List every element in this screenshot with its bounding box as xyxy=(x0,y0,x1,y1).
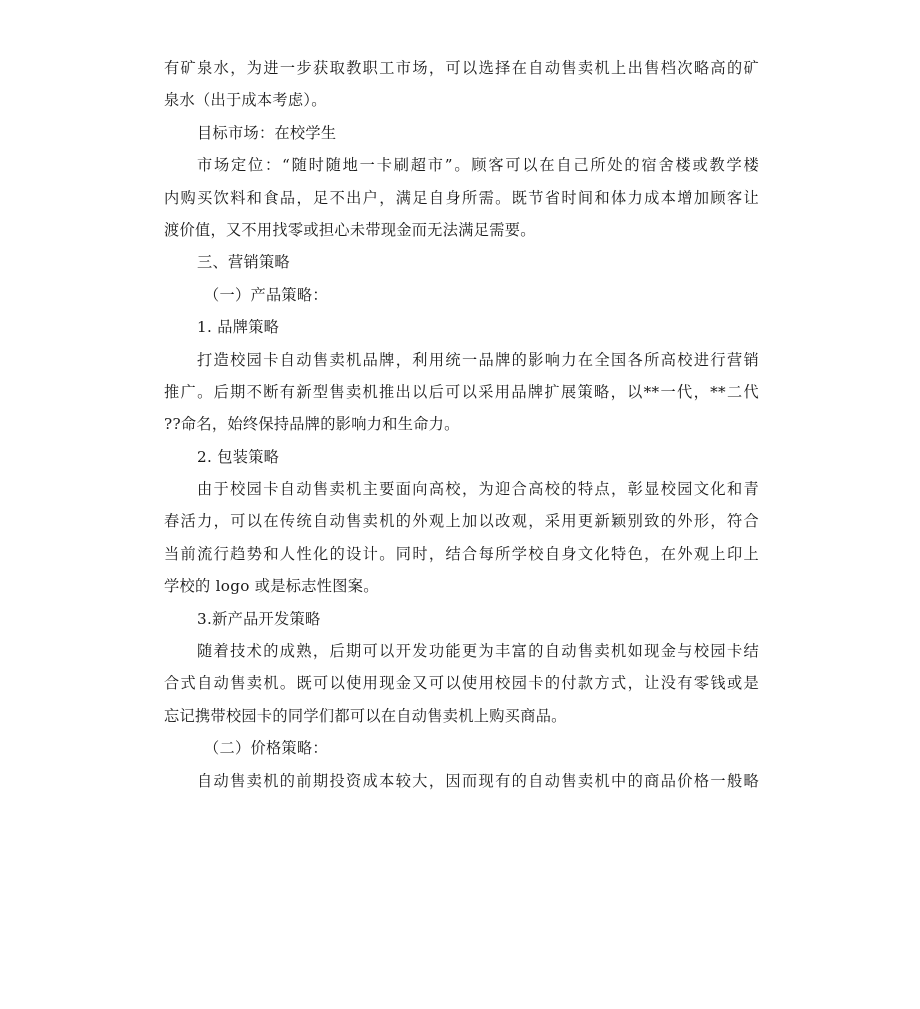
target-market-line: 目标市场：在校学生 xyxy=(197,123,337,142)
item-heading: 1. 品牌策略 xyxy=(197,318,280,337)
text-line: 自动售卖机的前期投资成本较大，因而现有的自动售卖机中的商品价格一般略 xyxy=(197,771,759,790)
text-line: 打造校园卡自动售卖机品牌，利用统一品牌的影响力在全国各所高校进行营销 xyxy=(197,350,759,369)
section-heading: 三、营销策略 xyxy=(197,253,290,272)
text-line: 随着技术的成熟，后期可以开发功能更为丰富的自动售卖机如现金与校园卡结 xyxy=(197,642,759,661)
text-line: 学校的 logo 或是标志性图案。 xyxy=(164,577,379,596)
subsection-heading: （二）价格策略： xyxy=(204,739,328,758)
text-line: 春活力，可以在传统自动售卖机的外观上加以改观，采用更新颖别致的外形，符合 xyxy=(164,512,759,531)
text-line: 由于校园卡自动售卖机主要面向高校，为迎合高校的特点，彰显校园文化和青 xyxy=(197,480,759,499)
text-line: ??命名，始终保持品牌的影响力和生命力。 xyxy=(164,415,460,434)
text-line: 忘记携带校园卡的同学们都可以在自动售卖机上购买商品。 xyxy=(164,706,567,725)
text-line: 内购买饮料和食品，足不出户，满足自身所需。既节省时间和体力成本增加顾客让 xyxy=(164,188,759,207)
text-line: 当前流行趋势和人性化的设计。同时，结合每所学校自身文化特色，在外观上印上 xyxy=(164,544,759,563)
text-line: 推广。后期不断有新型售卖机推出以后可以采用品牌扩展策略，以**一代，**二代 xyxy=(164,382,759,401)
item-heading: 2. 包装策略 xyxy=(197,447,280,466)
item-heading: 3.新产品开发策略 xyxy=(197,609,321,628)
subsection-heading: （一）产品策略： xyxy=(204,285,328,304)
market-positioning-line: 市场定位：“随时随地一卡刷超市”。顾客可以在自己所处的宿舍楼或教学楼 xyxy=(197,156,759,175)
document-body xyxy=(164,52,759,797)
text-line: 渡价值，又不用找零或担心未带现金而无法满足需要。 xyxy=(164,220,536,239)
text-line: 合式自动售卖机。既可以使用现金又可以使用校园卡的付款方式，让没有零钱或是 xyxy=(164,674,759,693)
text-line: 泉水（出于成本考虑）。 xyxy=(164,91,327,110)
text-line: 有矿泉水，为进一步获取教职工市场，可以选择在自动售卖机上出售档次略高的矿 xyxy=(164,59,759,77)
